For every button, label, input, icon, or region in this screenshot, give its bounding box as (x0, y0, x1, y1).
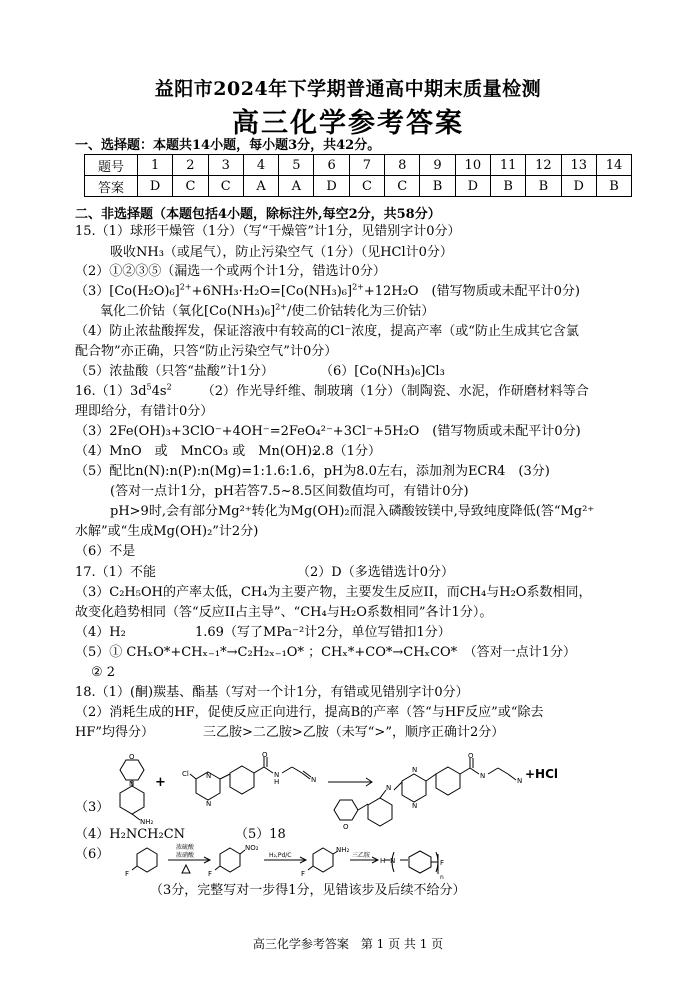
fluoro-3: F (301, 870, 306, 878)
end-group-h: H (380, 857, 386, 865)
answer-title: 高三化学参考答案 (232, 108, 464, 139)
question-number-cell: 9 (420, 155, 455, 176)
q18-line3: HF”均得分） 三乙胺>二乙胺>乙胺（未写“>”，顺序正确计2分） (75, 725, 505, 740)
question-number-cell: 3 (208, 155, 243, 176)
q15-line8: （5）浓盐酸（只答“盐酸”计1分） （6）[Co(NH₃)₆]Cl₃ (75, 364, 445, 379)
answer-cell: C (349, 176, 384, 197)
q18-line5: （4）H₂NCH₂CN （5）18 (75, 827, 286, 842)
question-number-row (85, 155, 632, 176)
answer-cell: C (208, 176, 243, 197)
benzene-ring-3 (368, 798, 392, 826)
aniline-ring (313, 848, 333, 872)
q17-line4: （4）H₂ 1.69（写了MPa⁻²计2分，单位写错扣1分） (75, 625, 451, 640)
answer-cell: A (279, 176, 314, 197)
amine-label-2: NH₂ (336, 846, 350, 854)
atom-h-1: H (274, 778, 280, 786)
answer-cell: D (314, 176, 349, 197)
q18-line2: （2）消耗生成的HF，促使反应正向进行，提高B的产率（答“与HF反应”或“除去 (75, 705, 544, 720)
answer-cell: B (490, 176, 525, 197)
pyrimidine-ring-2 (402, 774, 426, 802)
atom-n-3: N (206, 800, 212, 808)
atom-n-1: N (129, 780, 135, 788)
reaction-scheme-3 (110, 751, 580, 831)
morpholine-ring-2 (334, 800, 358, 820)
atom-n-8: N (412, 802, 418, 810)
question-number-cell: 5 (279, 155, 314, 176)
q18-line4: （3） (75, 800, 110, 815)
question-number-cell: 1 (138, 155, 173, 176)
atom-n-5: N (311, 776, 317, 784)
q15-line7: 配合物”亦正确，只答“防止污染空气”计0分） (75, 344, 338, 359)
question-number-cell: 8 (385, 155, 420, 176)
answer-cell: D (561, 176, 596, 197)
question-number-cell: 10 (455, 155, 490, 176)
reagent-h2so4: 浓硫酸 (176, 844, 195, 851)
q16-line4: （4）MnO 或 MnCO₃ 或 Mn(OH)₂ 2.8（1分） (75, 444, 381, 459)
reagent-h2-pdc: H₂,Pd/C (269, 852, 292, 859)
page-footer: 高三化学参考答案 第 1 页 共 1 页 (252, 937, 444, 951)
question-number-cell: 6 (314, 155, 349, 176)
answer-cell: A (243, 176, 278, 197)
answer-cell: C (385, 176, 420, 197)
answer-cell: B (526, 176, 561, 197)
q16-line6: (答对一点计1分，pH若答7.5~8.5区间数值均可，有错计0分) (110, 484, 469, 499)
q17-line2: （3）C₂H₅OH的产率太低，CH₄为主要产物，主要发生反应II，而CH₄与H₂O系数相同， (75, 585, 592, 600)
q16-line3: （3）2Fe(OH)₃+3ClO⁻+4OH⁻=2FeO₄²⁻+3Cl⁻+5H₂O (错写物质或未配平计0分) (75, 424, 581, 439)
q17-line5: （5）① CHₓO*+CHₓ₋₁*→C₂H₂ₓ₋₁O* ；CHₓ*+CO*→CHₓCO* （答对一点计1分） (75, 645, 576, 660)
q15-line1: 15.（1）球形干燥管（1分）（写“干燥管”计1分，见错别字计0分） (75, 224, 461, 239)
q18-line6: （6） (75, 847, 110, 862)
answer-cell: B (596, 176, 631, 197)
heat-triangle (182, 865, 190, 873)
answer-row (85, 176, 632, 197)
part1-heading: 一、选择题：本题共14小题，每小题3分，共42分。 (75, 138, 381, 153)
q17-line3: 故变化趋势相同（答“反应II占主导”、“CH₄与H₂O系数相同”各计1分）。 (75, 605, 493, 620)
fluoro-2: F (208, 870, 213, 878)
atom-n-9: N (480, 772, 486, 780)
exam-title: 益阳市2024年下学期普通高中期末质量检测 (154, 78, 542, 100)
atom-n-10: N (517, 777, 523, 785)
repeat-n: n (440, 874, 444, 881)
q16-line1: $16.(1)3d^54s^2$ （2）作光导纤维、制玻璃（1分）（制陶瓷、水泥，作研磨材料等合 (75, 382, 589, 399)
q16-line9: （6）不是 (75, 544, 136, 559)
question-number-cell: 7 (349, 155, 384, 176)
amine-label: NH₂ (140, 818, 154, 826)
polymer-f: F (440, 859, 445, 867)
atom-n-2: N (206, 772, 212, 780)
morpholine-ring-1 (120, 760, 144, 780)
atom-n-4: N (274, 771, 280, 779)
reagent-hno3: 浓硝酸 (176, 852, 195, 859)
polymer-ring (409, 851, 431, 873)
nitro-label: NO₂ (245, 844, 259, 852)
answer-cell: D (138, 176, 173, 197)
hcl-byproduct: +HCl (525, 767, 559, 781)
benzene-ring-4 (436, 767, 460, 795)
question-number-cell: 4 (243, 155, 278, 176)
question-number-cell: 14 (596, 155, 631, 176)
atom-o-2: O (262, 751, 268, 759)
atom-n-6: N (386, 784, 392, 792)
q18-line1: 18.（1）(酮)羰基、酯基（写对一个计1分，有错或见错别字计0分） (75, 685, 469, 700)
atom-o-1: O (129, 753, 135, 761)
answer-cell: D (455, 176, 490, 197)
q15-line6: （4）防止浓盐酸挥发，保证溶液中有较高的Cl⁻浓度，提高产率（或“防止生成其它含氯 (75, 324, 579, 339)
q15-line3: （2）①②③⑤（漏选一个或两个计1分，错选计0分） (75, 264, 386, 279)
reagent-triethylamine: 三乙胺 (352, 852, 371, 859)
q16-line7: pH>9时,会有部分Mg²⁺转化为Mg(OH)₂而混入磷酸铵镁中,导致纯度降低(答“Mg²⁺ (110, 504, 595, 519)
q16-line8: 水解”或“生成Mg(OH)₂”计2分) (75, 524, 259, 539)
atom-o-4: O (468, 752, 474, 760)
answer-cell: C (173, 176, 208, 197)
question-number-cell: 13 (561, 155, 596, 176)
atom-o-3: O (343, 823, 349, 831)
question-number-cell: 11 (490, 155, 525, 176)
benzene-ring-1 (120, 786, 144, 814)
benzene-ring-2 (230, 766, 254, 794)
question-number-cell: 12 (526, 155, 561, 176)
atom-n-7: N (412, 766, 418, 774)
answer-cell: B (420, 176, 455, 197)
q16-line5: （5）配比n(N):n(P):n(Mg)=1:1.6:1.6，pH为8.0左右，添加剂为ECR4 (3分) (75, 464, 550, 479)
q15-line4: $(3)[Co(H_2O)_6]^{2+}+6NH_3\cdot H_2O=[Co(NH_3)_6]^{2+}+12H_2O$ (错写物质或未配平计0分) (75, 282, 580, 299)
part2-heading: 二、非选择题（本题包括4小题，除标注外,每空2分，共58分） (75, 207, 441, 222)
q16-line2: 理即给分，有错计0分） (75, 404, 214, 419)
q17-line1: 17.（1）不能 （2）D（多选错选计0分） (75, 565, 454, 580)
row-label-question: 题号 (85, 155, 138, 176)
q15-line2: 吸收NH₃（或尾气），防止污染空气（1分）（见HCl计0分） (110, 245, 453, 260)
fluoro-1: F (125, 870, 130, 878)
nitro-ring (220, 848, 240, 872)
row-label-answer: 答案 (85, 176, 138, 197)
plus-sign: + (155, 775, 166, 790)
chloro-label: Cl (182, 770, 189, 778)
reaction-scheme-6 (122, 838, 592, 886)
q18-line7: （3分，完整写对一步得1分，见错该步及后续不给分） (150, 883, 466, 898)
fluorobenzene-ring (137, 848, 157, 872)
q17-line6: ② 2 (91, 665, 116, 680)
question-number-cell: 2 (173, 155, 208, 176)
polymer-n: N (390, 857, 396, 865)
answer-table (84, 154, 632, 197)
q15-line5: 氧化二价钴（氧化$[Co(NH_3)_6]^{2+}/$使二价钴转化为三价钴） (100, 302, 435, 319)
